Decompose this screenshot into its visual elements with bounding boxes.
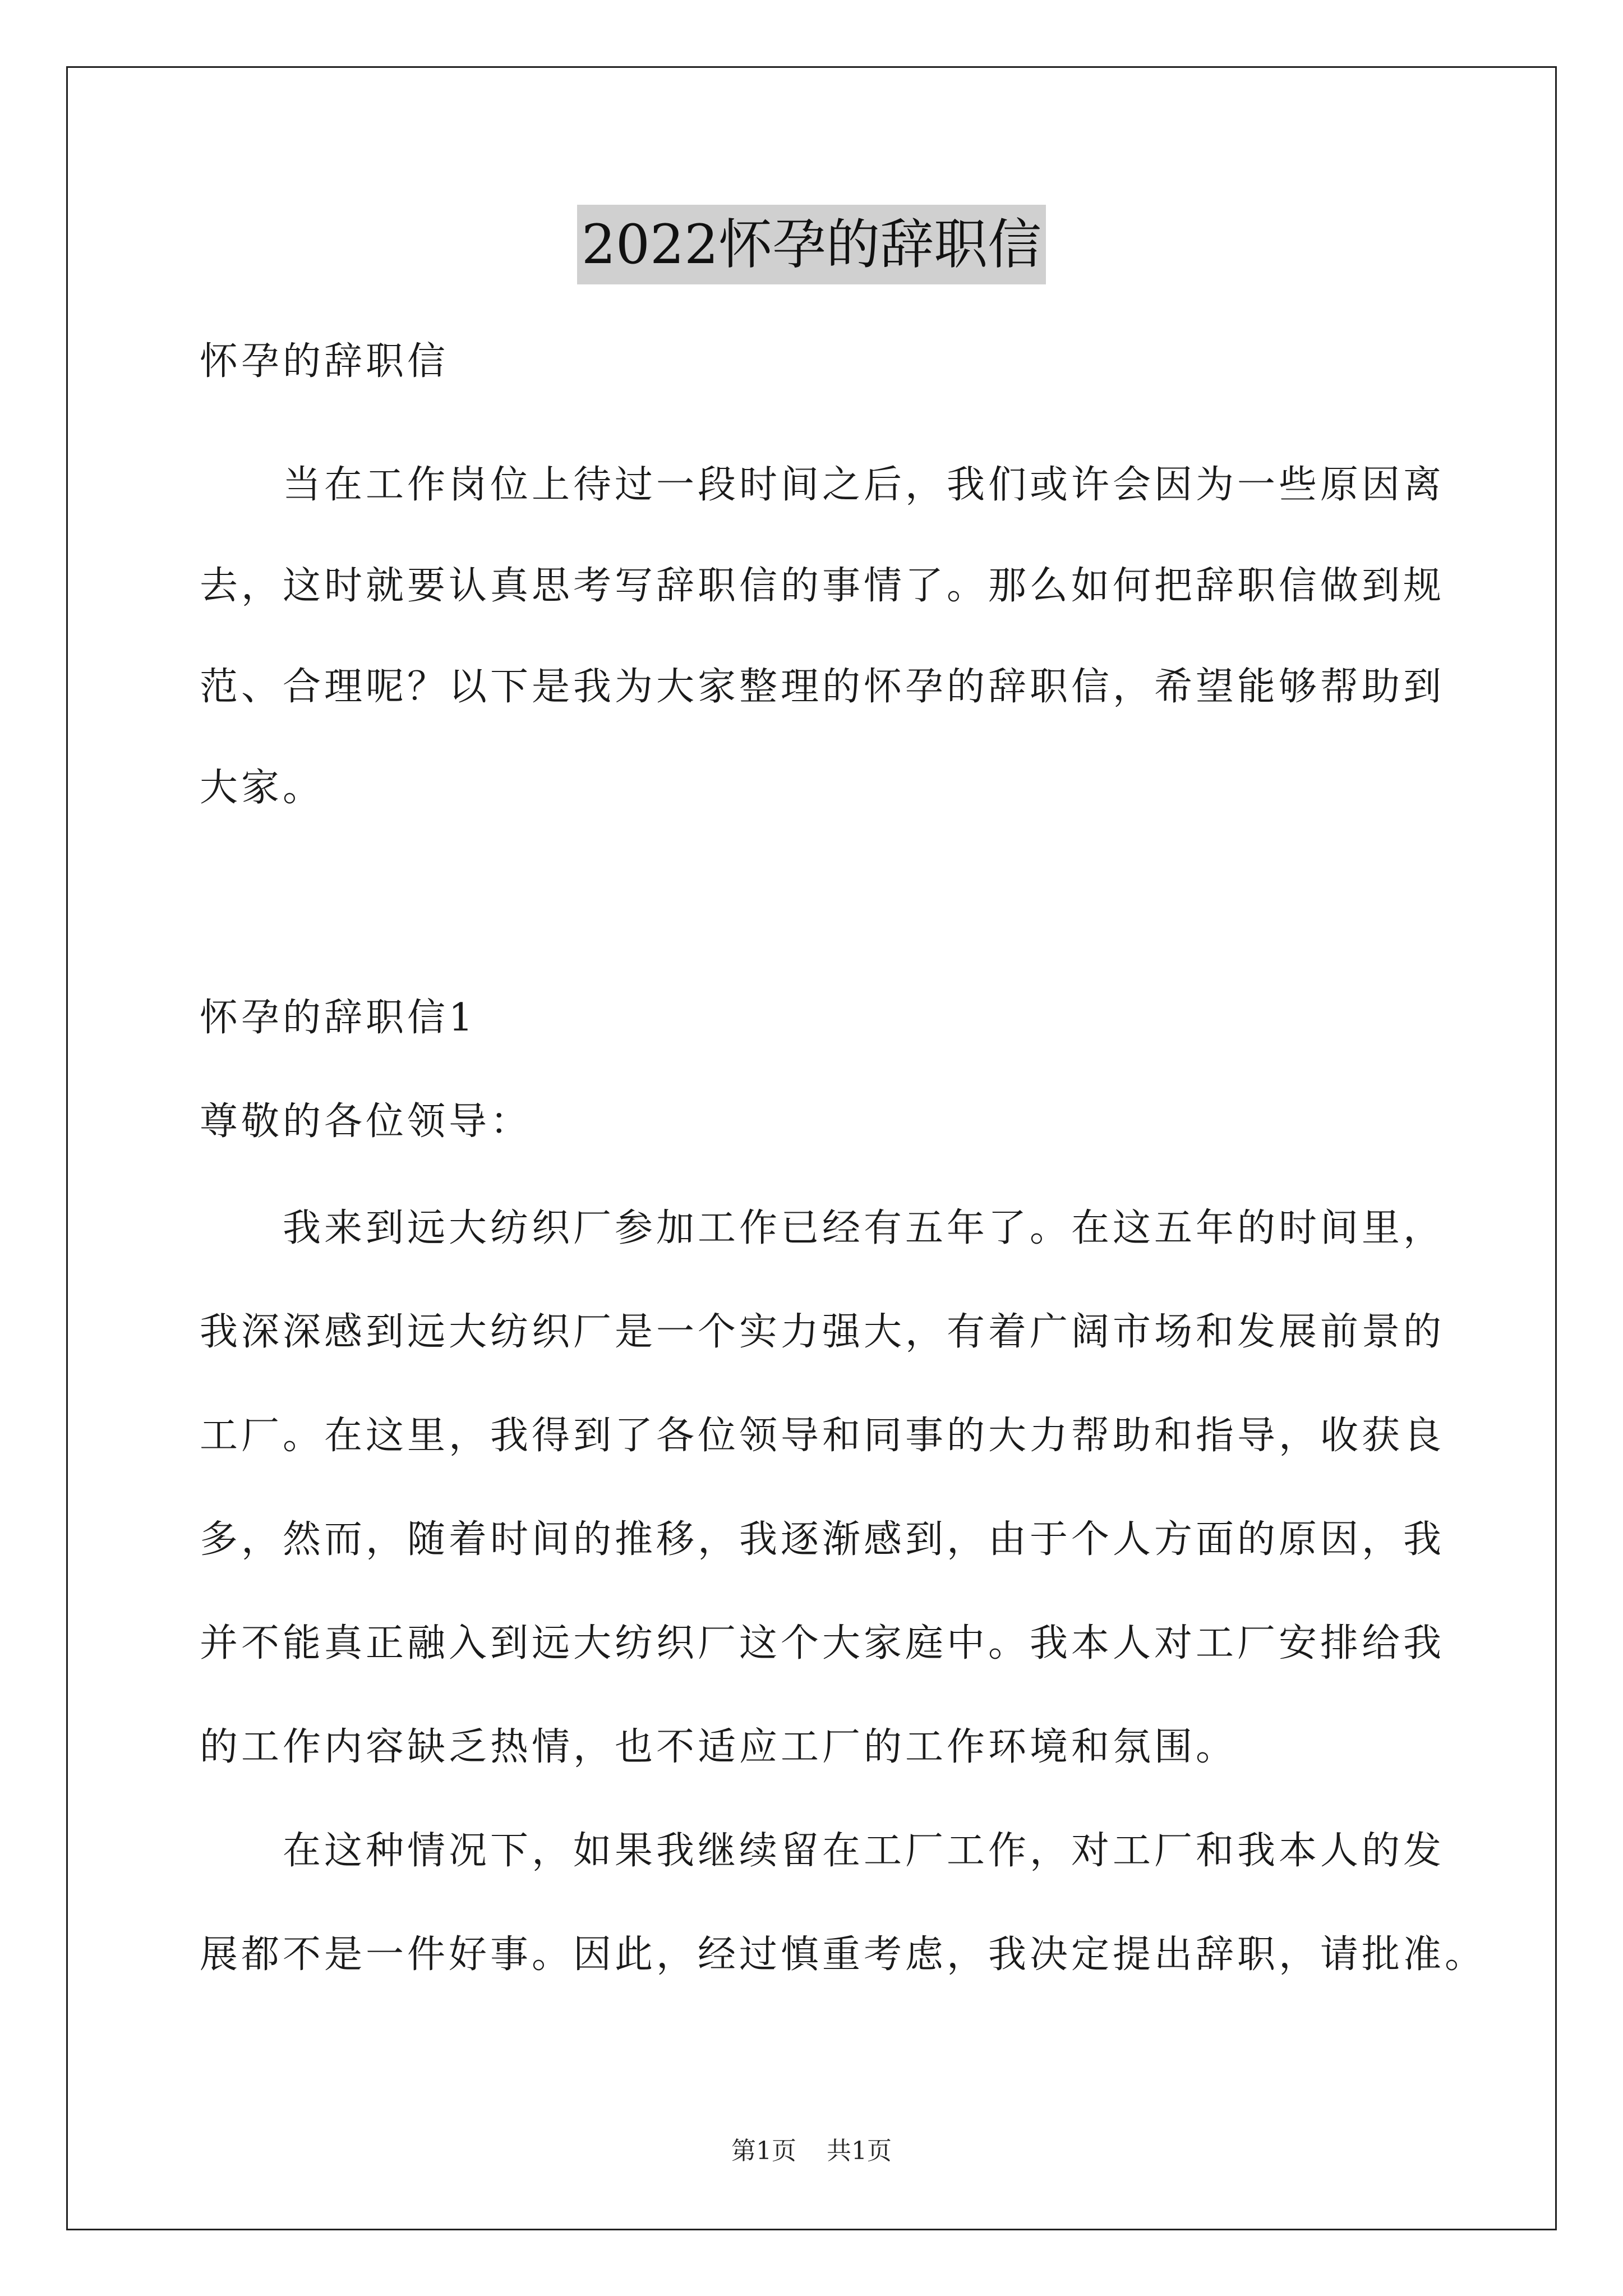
paragraph-line: 范、合理呢？以下是我为大家整理的怀孕的辞职信，希望能够帮助到 [200, 665, 1445, 709]
page-border [66, 66, 1557, 2230]
page-number: 第1页 [731, 2137, 796, 2165]
page-total: 共1页 [827, 2137, 892, 2165]
paragraph-line: 展都不是一件好事。因此，经过慎重考虑，我决定提出辞职，请批准。 [200, 1932, 1487, 1977]
paragraph-line: 当在工作岗位上待过一段时间之后，我们或许会因为一些原因离 [283, 463, 1445, 507]
document-title: 2022怀孕的辞职信 [577, 205, 1046, 284]
page-footer [0, 2134, 1623, 2168]
intro-heading: 怀孕的辞职信 [200, 339, 449, 384]
section-heading: 怀孕的辞职信1 [200, 996, 477, 1040]
paragraph-line: 并不能真正融入到远大纺织厂这个大家庭中。我本人对工厂安排给我 [200, 1621, 1445, 1665]
paragraph-line: 大家。 [200, 766, 325, 810]
paragraph-line: 去，这时就要认真思考写辞职信的事情了。那么如何把辞职信做到规 [200, 564, 1445, 608]
paragraph-line: 我深深感到远大纺织厂是一个实力强大，有着广阔市场和发展前景的 [200, 1310, 1445, 1354]
salutation: 尊敬的各位领导： [200, 1099, 532, 1144]
paragraph-line: 在这种情况下，如果我继续留在工厂工作，对工厂和我本人的发 [283, 1829, 1445, 1873]
title-container [0, 205, 1623, 284]
paragraph-line: 我来到远大纺织厂参加工作已经有五年了。在这五年的时间里， [283, 1206, 1445, 1250]
paragraph-line: 多，然而，随着时间的推移，我逐渐感到，由于个人方面的原因，我 [200, 1517, 1445, 1562]
paragraph-line: 的工作内容缺乏热情，也不适应工厂的工作环境和氛围。 [200, 1725, 1238, 1769]
paragraph-line: 工厂。在这里，我得到了各位领导和同事的大力帮助和指导，收获良 [200, 1414, 1445, 1458]
